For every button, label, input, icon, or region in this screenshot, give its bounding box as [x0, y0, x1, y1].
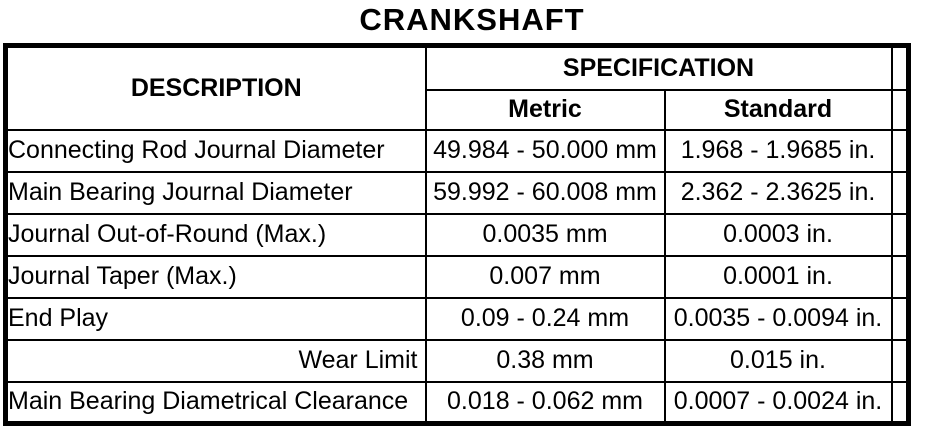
table-row — [6, 256, 909, 298]
table-row — [6, 298, 909, 340]
spacer-cell — [892, 172, 909, 214]
page-title: CRANKSHAFT — [359, 2, 585, 37]
row-description-cell: Journal Taper (Max.) — [6, 256, 426, 298]
spacer-cell — [892, 256, 909, 298]
spacer-cell — [892, 340, 909, 382]
table-row — [6, 214, 909, 256]
row-description-cell: Main Bearing Diametrical Clearance — [6, 382, 426, 424]
table-row — [6, 130, 909, 172]
spacer-cell — [892, 382, 909, 424]
metric-header: Metric — [426, 90, 665, 130]
row-metric-cell: 49.984 - 50.000 mm — [426, 130, 665, 172]
row-standard-cell: 0.0001 in. — [665, 256, 892, 298]
row-standard-cell: 0.0035 - 0.0094 in. — [665, 298, 892, 340]
row-metric-cell: 59.992 - 60.008 mm — [426, 172, 665, 214]
row-description-cell: End Play — [6, 298, 426, 340]
description-header: DESCRIPTION — [6, 46, 426, 130]
spacer-cell — [892, 46, 909, 90]
spacer-cell — [892, 130, 909, 172]
row-description-cell: Wear Limit — [6, 340, 426, 382]
row-metric-cell: 0.0035 mm — [426, 214, 665, 256]
row-standard-cell: 2.362 - 2.3625 in. — [665, 172, 892, 214]
table-row — [6, 382, 909, 424]
header-row-specification — [6, 46, 909, 90]
spacer-cell — [892, 90, 909, 130]
standard-header: Standard — [665, 90, 892, 130]
row-description-cell: Main Bearing Journal Diameter — [6, 172, 426, 214]
row-standard-cell: 1.968 - 1.9685 in. — [665, 130, 892, 172]
row-metric-cell: 0.018 - 0.062 mm — [426, 382, 665, 424]
table-row — [6, 172, 909, 214]
row-standard-cell: 0.0003 in. — [665, 214, 892, 256]
spacer-cell — [892, 214, 909, 256]
crankshaft-spec-table — [3, 43, 911, 426]
table-row — [6, 340, 909, 382]
row-description-cell: Journal Out-of-Round (Max.) — [6, 214, 426, 256]
spacer-cell — [892, 298, 909, 340]
row-standard-cell: 0.015 in. — [665, 340, 892, 382]
row-metric-cell: 0.007 mm — [426, 256, 665, 298]
row-description-cell: Connecting Rod Journal Diameter — [6, 130, 426, 172]
row-standard-cell: 0.0007 - 0.0024 in. — [665, 382, 892, 424]
row-metric-cell: 0.09 - 0.24 mm — [426, 298, 665, 340]
row-metric-cell: 0.38 mm — [426, 340, 665, 382]
specification-header: SPECIFICATION — [426, 46, 892, 90]
